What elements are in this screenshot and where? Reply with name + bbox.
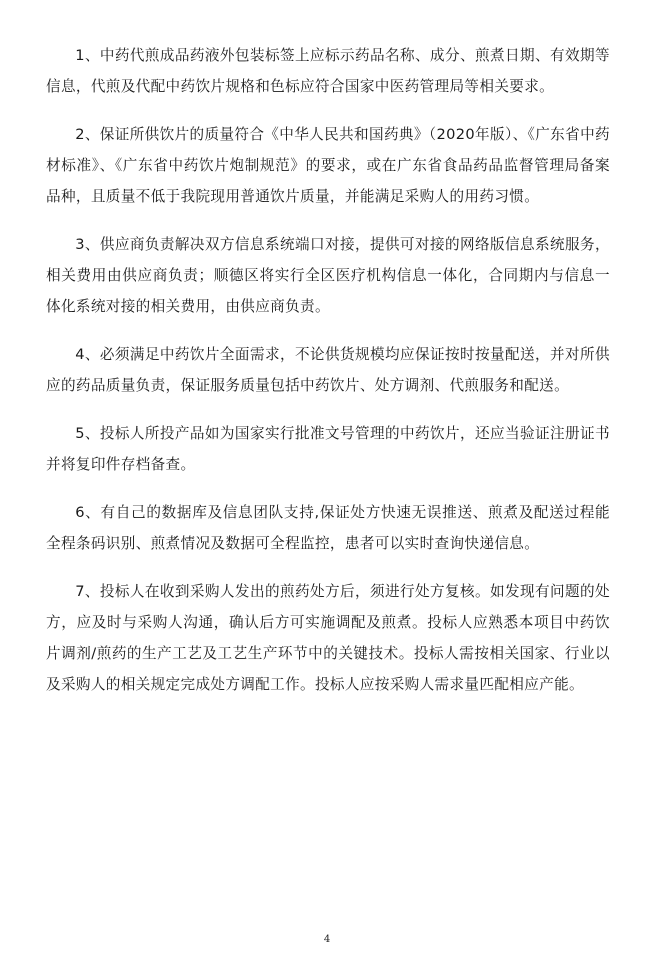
page-number: 4 (323, 934, 331, 945)
paragraph-4: 4、必须满足中药饮片全面需求，不论供货规模均应保证按时按量配送，并对所供应的药品质量负责，保证服务质量包括中药饮片、处方调剂、代煎服务和配送。 (46, 346, 610, 394)
paragraph-3: 3、供应商负责解决双方信息系统端口对接，提供可对接的网络版信息系统服务，相关费用由供应商负责；顺德区将实行全区医疗机构信息一体化，合同期内与信息一体化系统对接的相关费用，由供应商负责。 (46, 236, 610, 315)
paragraph-1: 1、中药代煎成品药液外包装标签上应标示药品名称、成分、煎煮日期、有效期等信息，代煎及代配中药饮片规格和色标应符合国家中医药管理局等相关要求。 (46, 47, 610, 95)
paragraph-7: 7、投标人在收到采购人发出的煎药处方后，须进行处方复核。如发现有问题的处方，应及时与采购人沟通，确认后方可实施调配及煎煮。投标人应熟悉本项目中药饮片调剂/煎药的生产工艺及工艺生产环节中的关键技术。投标人需按相关国家、行业以及采购人的相关规定完成处方调配工作。投标人应按采购人需求量匹配相应产能。 (46, 583, 610, 693)
paragraph-2: 2、保证所供饮片的质量符合《中华人民共和国药典》（2020年版）、《广东省中药材标准》、《广东省中药饮片炮制规范》的要求，或在广东省食品药品监督管理局备案品种，且质量不低于我院现用普通饮片质量，并能满足采购人的用药习惯。 (46, 126, 610, 205)
paragraph-5: 5、投标人所投产品如为国家实行批准文号管理的中药饮片，还应当验证注册证书并将复印件存档备查。 (46, 425, 610, 473)
paragraph-6: 6、有自己的数据库及信息团队支持,保证处方快速无误推送、煎煮及配送过程能全程条码识别、煎煮情况及数据可全程监控，患者可以实时查询快递信息。 (46, 504, 610, 552)
